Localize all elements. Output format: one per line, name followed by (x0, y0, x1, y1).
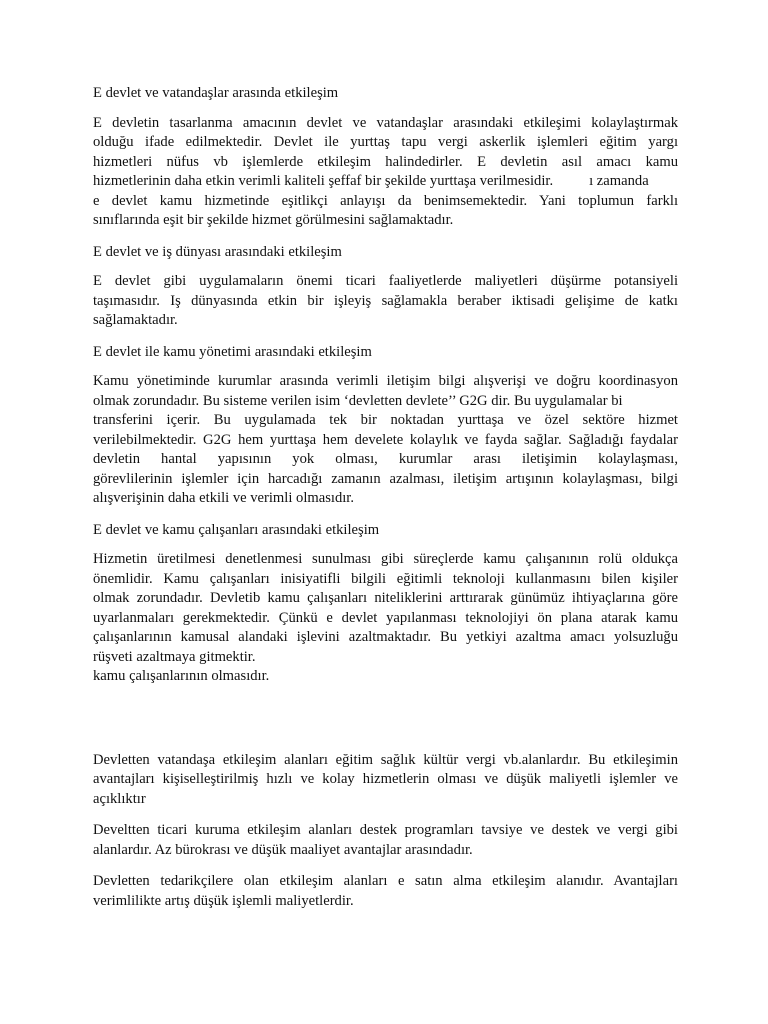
section-heading-employees: E devlet ve kamu çalışanları arasındaki etkileşim (93, 521, 380, 538)
paragraph-public-admin (93, 372, 678, 509)
text-line: açıklıktır (93, 790, 146, 807)
section-heading-citizens: E devlet ve vatandaşlar arasında etkileşim (93, 85, 339, 101)
text-line: rüşveti azaltmaya gitmektir. (93, 648, 256, 665)
text-line: verilebilmektedir. G2G hem yurttaşa hem develete kolaylık ve fayda sağlar. Sağladığı faydalar (93, 431, 678, 448)
text-line: olmak zorundadır. Devletib kamu çalışanları niteliklerini arttırarak günümüz ihtiyaçlarına göre (93, 590, 678, 606)
text-line: taşımasıdır. Iş dünyasında etkin bir işleyiş sağlamakla beraber iktisadi gelişime de katkı (93, 292, 678, 309)
text-line: E devletin tasarlanma amacının devlet ve vatandaşlar arasındaki etkileşimi kolaylaştırmak (93, 114, 678, 131)
paragraph-gov-to-supplier (93, 872, 678, 911)
text-line: devletin hantal yapısının yok olması, kurumlar arası iletişimin kolaylaşması, (93, 451, 678, 467)
text-line: sağlamaktadır. (93, 312, 178, 328)
text-line: transferini içerir. Bu uygulamada tek bir noktadan yurttaşa ve özel sektöre hizmet (93, 412, 678, 428)
text-line: olduğu ifade edilmektedir. Devlet ile yurttaş tapu vergi askerlik işlemleri eğitim yargı (93, 134, 678, 150)
paragraph-gov-to-citizen (93, 751, 678, 810)
text-line: Devletten tedarikçilere olan etkileşim alanları e satın alma etkileşim alanıdır. Avantajları (93, 873, 678, 889)
text-line: Develtten ticari kuruma etkileşim alanları destek programları tavsiye ve destek ve vergi gibi (93, 822, 678, 838)
blank-space (93, 699, 678, 751)
text-line: Hizmetin üretilmesi denetlenmesi sunulması gibi süreçlerde kamu çalışanının rolü oldukça (93, 551, 678, 567)
text-line: E devlet gibi uygulamaların önemi ticari faaliyetlerde maliyetleri düşürme potansiyeli (93, 273, 678, 289)
text-line-part: hizmetlerinin daha etkin verimli kaliteli şeffaf bir şekilde yurttaşa verilmesidir. (93, 173, 554, 189)
text-line: e devlet kamu hizmetinde eşitlikçi anlayışı da benimsemektedir. Yani toplumun farklı (93, 192, 678, 209)
paragraph-employees (93, 550, 678, 687)
section-heading-public-admin: E devlet ile kamu yönetimi arasındaki etkileşim (93, 343, 372, 360)
text-line: kamu çalışanlarının olmasıdır. (93, 668, 270, 684)
paragraph-citizens (93, 114, 678, 231)
text-line: alanlardır. Az bürokrası ve düşük maaliyet avantajlar arasındadır. (93, 841, 473, 858)
text-line: avantajları kişiselleştirilmiş hızlı ve kolay hizmetlerin olması ve düşük maliyetli işlemler ve (93, 771, 678, 787)
text-line: Devletten vatandaşa etkileşim alanları eğitim sağlık kültür vergi vb.alanlardır. Bu etkileşimin (93, 751, 678, 768)
text-line: görevlilerinin işlemler için harcadığı zamanın azalması, iletişim artışının kolaylaşması, bilgi (93, 470, 678, 487)
text-line: uyarlanmaları gerekmektedir. Çünkü e devlet yapılanması teknolojiyi ön plana atarak kamu (93, 609, 678, 626)
text-line: verimlilikte artış düşük işlemli maliyetlerdir. (93, 892, 354, 909)
paragraph-business (93, 272, 678, 331)
text-line: çalışanlarının kamusal alandaki işlevini azaltmaktadır. Bu yetkiyi azaltma amacı yolsuzluğu (93, 629, 678, 645)
text-line: olmak zorundadır. Bu sisteme verilen isim ‘devletten devlete’’ G2G dir. Bu uygulamalar bi (93, 392, 623, 409)
inline-fragment: ı zamanda (589, 173, 649, 189)
section-heading-business: E devlet ve iş dünyası arasındaki etkileşim (93, 243, 342, 260)
text-line: önemlidir. Kamu çalışanları inisiyatifli bilgili eğitimli teknoloji kullanmasını bilen kişiler (93, 570, 678, 587)
text-line: Kamu yönetiminde kurumlar arasında verimli iletişim bilgi alışverişi ve doğru koordinasyon (93, 373, 678, 389)
text-line: sınıflarında eşit bir şekilde hizmet görülmesini sağlamaktadır. (93, 212, 454, 228)
paragraph-gov-to-business (93, 821, 678, 860)
text-line: alışverişinin daha etkili ve verimli olmasıdır. (93, 490, 355, 506)
text-line (93, 172, 678, 192)
text-line: hizmetleri nüfus vb işlemlerde etkileşim halindedirler. E devletin asıl amacı kamu (93, 153, 678, 170)
